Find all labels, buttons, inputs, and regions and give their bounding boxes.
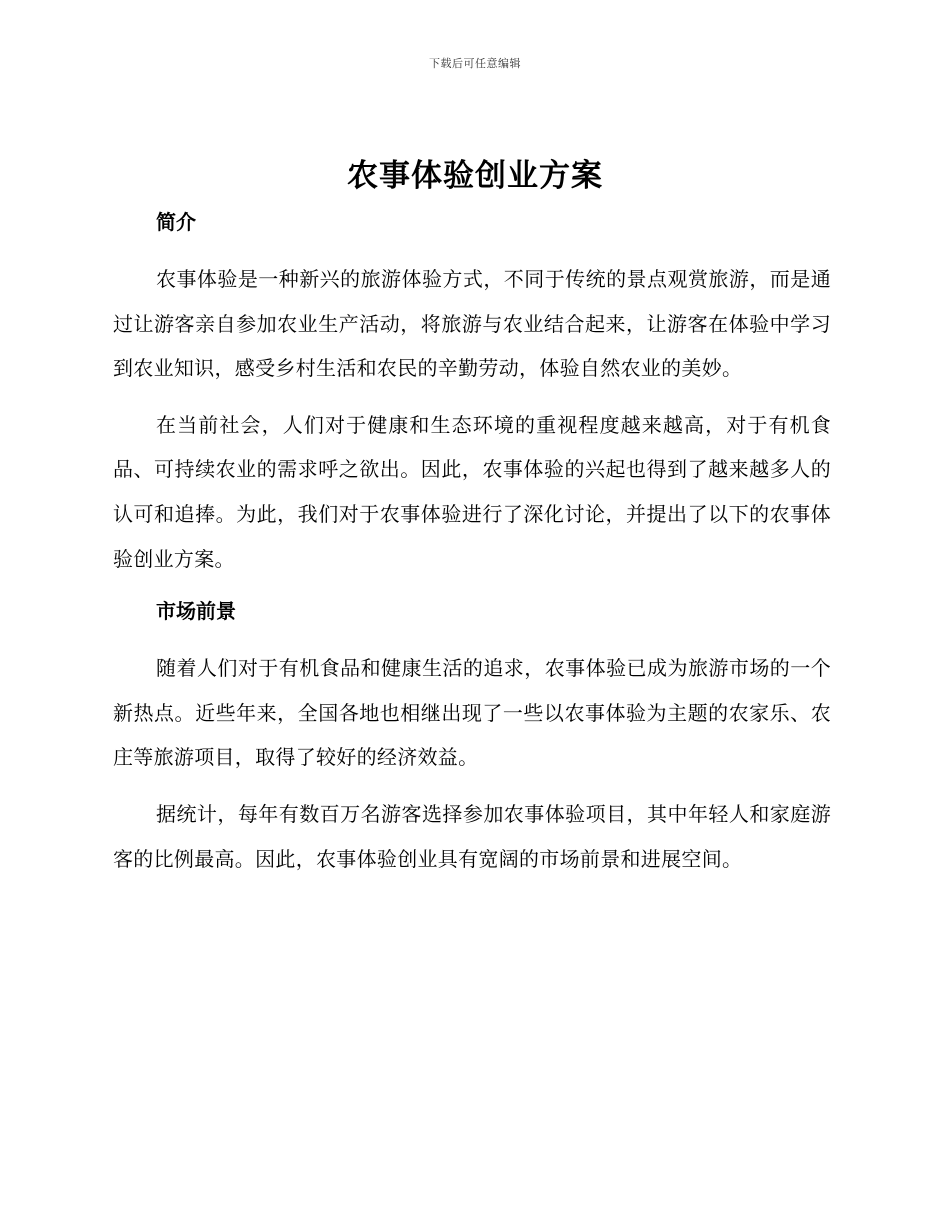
- document-body: [113, 202, 831, 881]
- paragraph: 随着人们对于有机食品和健康生活的追求，农事体验已成为旅游市场的一个新热点。近些年来，全国各地也相继出现了一些以农事体验为主题的农家乐、农庄等旅游项目，取得了较好的经济效益。: [113, 656, 831, 770]
- document-title: 农事体验创业方案: [347, 158, 603, 194]
- paragraph: 农事体验是一种新兴的旅游体验方式，不同于传统的景点观赏旅游，而是通过让游客亲自参加农业生产活动，将旅游与农业结合起来，让游客在体验中学习到农业知识，感受乡村生活和农民的辛勤劳动，体验自然农业的美妙。: [113, 267, 831, 381]
- header-note: 下载后可任意编辑: [429, 57, 521, 70]
- section-introduction: [113, 202, 831, 581]
- section-market-outlook: [113, 591, 831, 881]
- section-heading: 市场前景: [156, 599, 236, 624]
- paragraph: 在当前社会，人们对于健康和生态环境的重视程度越来越高，对于有机食品、可持续农业的需求呼之欲出。因此，农事体验的兴起也得到了越来越多人的认可和追捧。为此，我们对于农事体验进行了深化讨论，并提出了以下的农事体验创业方案。: [113, 412, 831, 571]
- section-heading: 简介: [156, 210, 196, 234]
- paragraph: 据统计，每年有数百万名游客选择参加农事体验项目，其中年轻人和家庭游客的比例最高。因此，农事体验创业具有宽阔的市场前景和进展空间。: [113, 801, 831, 871]
